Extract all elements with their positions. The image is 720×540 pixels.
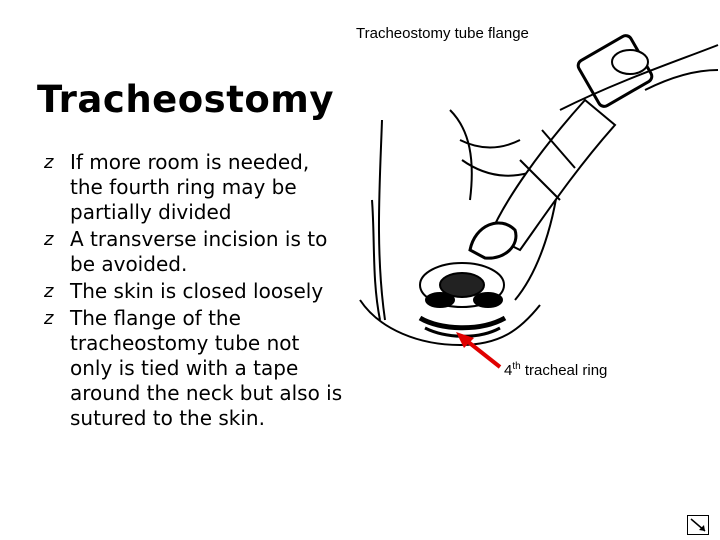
bullet-icon: z	[44, 152, 54, 173]
bullet-item	[44, 150, 344, 225]
tracheostomy-illustration	[352, 0, 720, 460]
next-slide-icon	[688, 516, 708, 534]
next-slide-button[interactable]	[687, 515, 709, 535]
bullet-icon: z	[44, 281, 54, 302]
ring-suffix: th	[512, 361, 521, 372]
bullet-item	[44, 279, 344, 304]
ring-number: 4	[504, 362, 513, 379]
bullet-text: The flange of the tracheostomy tube not only is tied with a tape around the neck but also is sutured to the skin.	[70, 306, 343, 430]
tracheal-ring-label	[504, 361, 607, 379]
bullet-item	[44, 306, 344, 431]
bullet-icon: z	[44, 229, 54, 250]
bullet-text: The skin is closed loosely	[70, 279, 324, 303]
slide-title: Tracheostomy	[37, 78, 334, 121]
bullet-list	[44, 150, 344, 433]
bullet-icon: z	[44, 308, 54, 329]
tube-flange-label: Tracheostomy tube flange	[356, 25, 529, 42]
bullet-text: If more room is needed, the fourth ring may be partially divided	[70, 150, 310, 224]
bullet-text: A transverse incision is to be avoided.	[70, 227, 328, 276]
ring-text: tracheal ring	[520, 362, 608, 379]
bullet-item	[44, 227, 344, 277]
